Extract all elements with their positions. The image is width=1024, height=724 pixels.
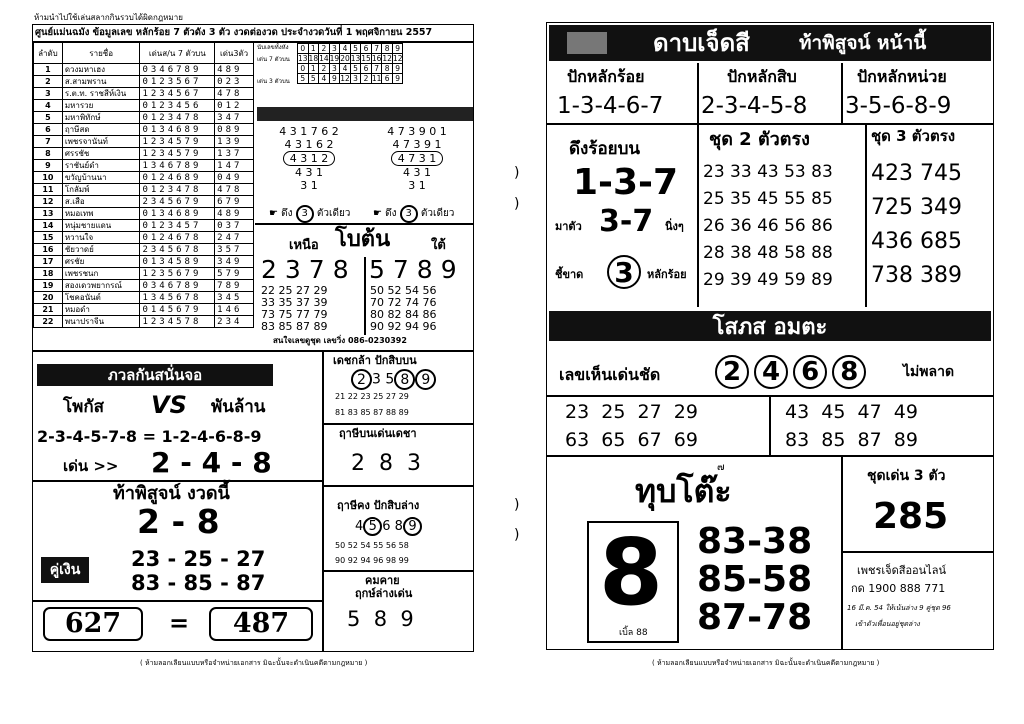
fix-label: ชี้ขาด	[555, 268, 584, 281]
grid-cell: 5	[350, 44, 361, 54]
pyramid-right: 4 7 3 9 0 1 4 7 3 9 1 4 7 3 1 4 3 1 3 1	[387, 125, 447, 192]
binding-mark: )	[514, 497, 520, 513]
cell-seven: 1234579	[140, 148, 215, 160]
grid-cell: 1	[308, 64, 319, 74]
table-row	[34, 184, 254, 196]
north-label: เหนือ	[289, 238, 319, 253]
grid-cell: 4	[340, 64, 351, 74]
table-row	[34, 280, 254, 292]
table-row	[34, 268, 254, 280]
cell-n: 10	[34, 172, 63, 184]
cell-three: 357	[215, 244, 254, 256]
cell-three: 234	[215, 316, 254, 328]
cell-three: 489	[215, 64, 254, 76]
table-row	[34, 124, 254, 136]
table-row	[34, 88, 254, 100]
proof-title: ท้าพิสูจน์ งวดนี้	[113, 483, 230, 504]
grid-cell: 2	[319, 64, 330, 74]
small-left: 22 25 27 29 33 35 37 39 73 75 77 79 83 85 87 89	[261, 284, 328, 333]
cell-name: เพชรชนก	[62, 268, 140, 280]
tens-line1: 50 52 54 55 56 58	[335, 541, 409, 550]
note2: เข้าตัวเพื่อนอยู่ชุดล่าง	[855, 620, 920, 628]
table-row	[34, 220, 254, 232]
grid-cell: 16	[371, 54, 382, 63]
col3-label: ปักหลักหน่วย	[857, 67, 947, 86]
cell-n: 1	[34, 64, 63, 76]
banner: โสภส อมตะ	[549, 311, 991, 341]
grid-cell: 7	[371, 64, 382, 74]
pull-title: ดึงร้อยบน	[569, 139, 641, 159]
grid-cell: 13	[350, 54, 361, 63]
table-row	[34, 244, 254, 256]
table-row	[34, 292, 254, 304]
low-title1: คมคาย	[365, 574, 400, 587]
cell-name: หมอเทพ	[62, 208, 140, 220]
grid-cell: 12	[382, 54, 392, 63]
pull-right: ☛ ดึง 3 ตัวเดียว	[373, 205, 454, 223]
cell-seven: 2345678	[140, 244, 215, 256]
cell-three: 139	[215, 136, 254, 148]
grid-cell: 6	[382, 74, 393, 84]
cell-three: 146	[215, 304, 254, 316]
vs-right: พันล้าน	[211, 397, 266, 417]
grid-cell: 7	[371, 44, 382, 54]
table-row	[34, 76, 254, 88]
table-row	[34, 304, 254, 316]
tens-title: ฤาษีคง ปักสิบล่าง	[337, 499, 420, 512]
cell-n: 4	[34, 100, 63, 112]
cell-seven: 0123567	[140, 76, 215, 88]
miss-label: ไม่พลาด	[903, 364, 955, 380]
table-row	[34, 232, 254, 244]
come-suffix: นิ่งๆ	[665, 220, 684, 233]
cell-seven: 0124678	[140, 232, 215, 244]
cell-n: 11	[34, 184, 63, 196]
grid-cell: 5	[350, 64, 361, 74]
cell-seven: 0346789	[140, 64, 215, 76]
cell-n: 2	[34, 76, 63, 88]
table-row	[34, 316, 254, 328]
table-row	[34, 160, 254, 172]
cell-seven: 2345679	[140, 196, 215, 208]
pairs-line2: 83 - 85 - 87	[131, 571, 266, 595]
cell-n: 14	[34, 220, 63, 232]
grid-cell: 3	[329, 44, 340, 54]
big-right-digits: 5789	[369, 255, 465, 284]
cell-seven: 1234567	[140, 88, 215, 100]
cell-n: 18	[34, 268, 63, 280]
table-row	[34, 148, 254, 160]
cell-n: 9	[34, 160, 63, 172]
grid-cell: 5	[298, 74, 309, 84]
top-title: ฤาษีบนเด่นเดชา	[339, 427, 417, 440]
cell-name: หนุ่มชายแดน	[62, 220, 140, 232]
cell-three: 478	[215, 184, 254, 196]
tub-pairs: 83-38 85-58 87-78	[697, 521, 813, 638]
cell-three: 347	[215, 112, 254, 124]
pyramid-left: 4 3 1 7 6 2 4 3 1 6 2 4 3 1 2 4 3 1 3 1	[279, 125, 339, 192]
low-digits: 5 8 9	[347, 607, 414, 631]
grid-cell: 8	[382, 64, 393, 74]
grid-cell: 13	[298, 54, 308, 63]
hermit-line2: 81 83 85 87 88 89	[335, 408, 409, 417]
table-row	[34, 172, 254, 184]
cell-seven: 0134689	[140, 124, 215, 136]
cell-seven: 0123457	[140, 220, 215, 232]
cell-seven: 0123456	[140, 100, 215, 112]
tens-digits: 4 5 6 8 9	[355, 517, 422, 536]
cell-n: 16	[34, 244, 63, 256]
set3-title: ชุด 3 ตัวตรง	[871, 127, 956, 145]
box-right: 487	[209, 607, 313, 641]
grid-cell: 11	[371, 74, 382, 83]
grid-cell: 4	[319, 74, 330, 84]
right-title-bar	[549, 25, 991, 61]
proof-digits: 2 - 8	[137, 502, 220, 541]
phone: กด 1900 888 771	[851, 582, 946, 595]
cell-three: 345	[215, 292, 254, 304]
grid-cell: 19	[329, 54, 340, 63]
right-page	[546, 22, 994, 650]
cell-name: ศรชัย	[62, 256, 140, 268]
grid-cell: 12	[340, 74, 350, 83]
cell-three: 089	[215, 124, 254, 136]
cell-seven: 1346789	[140, 160, 215, 172]
cell-n: 6	[34, 124, 63, 136]
col1-values: 1-3-4-6-7	[557, 93, 664, 119]
cell-three: 478	[215, 88, 254, 100]
cell-seven: 0124689	[140, 172, 215, 184]
cell-name: มหาพิทักษ์	[62, 112, 140, 124]
grid-cell: 20	[340, 54, 350, 63]
cell-three: 789	[215, 280, 254, 292]
bottom-title: โบต้น	[335, 227, 391, 252]
right-footer: ( ห้ามลอกเลียนแบบหรือจำหน่ายเอกสาร มิฉะนั้นจะดำเนินคดีตามกฎหมาย )	[652, 659, 880, 667]
col2-values: 2-3-4-5-8	[701, 93, 808, 119]
grid-left1: 23 25 27 29	[565, 401, 698, 423]
seen-digits: 2 4 6 8	[715, 355, 866, 389]
combo-title: ชุดเด่น 3 ตัว	[867, 468, 946, 484]
grid-cell: 12	[392, 54, 403, 63]
tub-digit: 8	[599, 519, 664, 626]
section-bar: ภวลกันสนั่นจอ	[37, 364, 273, 386]
hermit-digits: 2 3 5 8 9	[351, 369, 436, 390]
grid-right2: 83 85 87 89	[785, 429, 918, 451]
cell-seven: 0123478	[140, 112, 215, 124]
grid-divider-bar	[257, 107, 473, 121]
big-left-digits: 2378	[261, 255, 357, 284]
cell-name: หมอดำ	[62, 304, 140, 316]
table-row	[34, 256, 254, 268]
cell-n: 17	[34, 256, 63, 268]
top-digits: 2 8 3	[351, 451, 421, 476]
grid-left2: 63 65 67 69	[565, 429, 698, 451]
come-label: มาตัว	[555, 220, 582, 233]
table-row	[34, 64, 254, 76]
low-title2: ฤกษ์ล่างเด่น	[355, 587, 413, 600]
col3-values: 3-5-6-8-9	[845, 93, 952, 119]
cell-name: ศรรชัช	[62, 148, 140, 160]
grid-cell: 6	[361, 64, 372, 74]
grid-cell: 0	[298, 44, 309, 54]
cell-name: ส.สามพราน	[62, 76, 140, 88]
come-digits: 3-7	[599, 204, 654, 239]
cell-name: พนาปราจีน	[62, 316, 140, 328]
cell-three: 049	[215, 172, 254, 184]
cell-three: 147	[215, 160, 254, 172]
grid-cell: 9	[392, 74, 403, 84]
grid-cell: 2	[319, 44, 330, 54]
cell-n: 19	[34, 280, 63, 292]
hermit-line1: 21 22 23 25 27 29	[335, 392, 409, 401]
cell-three: 349	[215, 256, 254, 268]
vs-label: VS	[151, 391, 187, 419]
grid-cell: 2	[361, 74, 372, 84]
hermit-title: เดชกล้า ปักสิบบน	[333, 354, 417, 367]
logo-box	[567, 32, 607, 54]
grid-cell: 9	[329, 74, 340, 84]
cell-seven: 0134589	[140, 256, 215, 268]
key-label: เด่น >>	[63, 457, 119, 475]
cell-name: ชัยวาดย์	[62, 244, 140, 256]
cell-three: 012	[215, 100, 254, 112]
grid-cell: 15	[361, 54, 371, 63]
cell-seven: 0134689	[140, 208, 215, 220]
right-title: ดาบเจ็ดสี	[653, 29, 750, 57]
col-three: เด่น3ตัว	[215, 43, 254, 64]
tub-mark: ๗	[717, 462, 725, 473]
pointer-icon: ☛	[373, 208, 382, 219]
grid-cell: 0	[298, 64, 309, 74]
cell-n: 15	[34, 232, 63, 244]
cell-name: สองเดวพยากรณ์	[62, 280, 140, 292]
set2-list: 23 33 43 53 83 25 35 45 55 85 26 36 46 56 86 28 38 48 58 88 29 39 49 59 89	[703, 162, 833, 290]
cell-name: ร.ต.ท. ราชสีห์เงิน	[62, 88, 140, 100]
cell-name: ดวงมหาเฮง	[62, 64, 140, 76]
contact: สนใจเลขดูชุด เลขวิ่ง 086-0230392	[273, 336, 407, 345]
grid-cell: 8	[382, 44, 393, 54]
col-name: รายชื่อ	[62, 43, 140, 64]
grid-cell: 3	[329, 64, 340, 74]
table-row	[34, 136, 254, 148]
col2-label: ปักหลักสิบ	[727, 67, 797, 86]
table-row	[34, 100, 254, 112]
cell-n: 3	[34, 88, 63, 100]
cell-three: 579	[215, 268, 254, 280]
cell-seven: 0123478	[140, 184, 215, 196]
set2-title: ชุด 2 ตัวตรง	[709, 129, 810, 150]
right-subtitle: ท้าพิสูจน์ หน้านี้	[799, 32, 927, 54]
combo-value: 285	[873, 496, 949, 537]
fix-suffix: หลักร้อย	[647, 268, 687, 281]
table-row	[34, 196, 254, 208]
pull-digits: 1-3-7	[573, 162, 679, 203]
cell-name: ราชันย์ดำ	[62, 160, 140, 172]
note1: 16 มี.ค. 54 ให้เน้นล่าง 9 คู่ชุด 96	[847, 604, 951, 612]
cell-n: 13	[34, 208, 63, 220]
cell-n: 5	[34, 112, 63, 124]
cell-name: โกลัมพ์	[62, 184, 140, 196]
cell-name: ฤาษีสด	[62, 124, 140, 136]
cell-three: 037	[215, 220, 254, 232]
cell-name: ส.เสือ	[62, 196, 140, 208]
cell-n: 8	[34, 148, 63, 160]
grid-cell: 1	[308, 44, 319, 54]
cell-three: 247	[215, 232, 254, 244]
cell-name: มหารวย	[62, 100, 140, 112]
cell-seven: 0145679	[140, 304, 215, 316]
south-label: ใต้	[431, 238, 446, 253]
box-left: 627	[43, 607, 143, 641]
grid-right1: 43 45 47 49	[785, 401, 918, 423]
cell-three: 679	[215, 196, 254, 208]
binding-mark: )	[514, 196, 520, 212]
cell-three: 489	[215, 208, 254, 220]
cell-name: โชคอนันต์	[62, 292, 140, 304]
grid-cell: 4	[340, 44, 351, 54]
vs-numbers: 2-3-4-5-7-8 = 1-2-4-6-8-9	[37, 427, 262, 446]
col1-label: ปักหลักร้อย	[567, 67, 645, 86]
grid-cell: 5	[308, 74, 319, 84]
pair-label: คู่เงิน	[41, 557, 89, 583]
set3-list: 423 745 725 349 436 685 738 389	[871, 161, 962, 288]
cell-seven: 0346789	[140, 280, 215, 292]
fix-digit: 3	[607, 255, 641, 289]
online-label: เพชรเจ็ดสีออนไลน์	[857, 564, 946, 577]
left-footer: ( ห้ามลอกเลียนแบบหรือจำหน่ายเอกสาร มิฉะนั้นจะดำเนินคดีตามกฎหมาย )	[140, 659, 368, 667]
cell-three: 023	[215, 76, 254, 88]
cell-n: 20	[34, 292, 63, 304]
grid-cell: 9	[392, 64, 403, 74]
tens-line2: 90 92 94 96 98 99	[335, 556, 409, 565]
cell-n: 12	[34, 196, 63, 208]
grid-cell: 6	[361, 44, 372, 54]
cell-name: ขวัญบ้านนา	[62, 172, 140, 184]
cell-name: เพชรจานันท์	[62, 136, 140, 148]
tub-small: เบิ้ล 88	[619, 628, 648, 638]
left-page: ศูนย์แม่นฉมัง ข้อมูลเลข หลักร้อย 7 ตัวดัง 3 ตัว งวดต่องวด ประจำงวดวันที่ 1 พฤศจิกายน 2557 ลำดับ รายชื่อ เด่นส/น 7 ตัวบน เด่น3ตัว 1 ดวงมหาเฮง 0346789 489 2 ส.สามพราน 0123567 023 3 ร.ต.ท. ราชสีห์เงิน 1234567 478 4 มหารวย 0123456 012 5 มหาพิทักษ์ 0123478 347 6 ฤาษีสด 0134689 089 7 เพชรจานันท์ 1234579 139 8 ศรรชัช 1234579 137 9 ราชันย์ดำ 1346789 147 10 ขวัญบ้านนา 0124689 049 11 โกลัมพ์ 0123478 478 12 ส.เสือ 2345679 679 13 หมอเทพ 0134689 489 14 หนุ่มชายแดน 0123457 037 15 หวานใจ 0124678 247 16 ชัยวาดย์ 2345678 357 17 ศรชัย 0134589 349 18 เพชรชนก 1235679 579 19 สองเดวพยากรณ์ 0346789 789 20 โชคอนันต์ 1345678 345 21 หมอดำ 0145679 146 22 พนาปราจีน 1234578 234 นับเลขทั้งหัง เด่น 7 ตัวบน เด่น 3 ตัวบน 0 1 2 3 4 5 6 7 8 9 13 18 14 19 20 13 15 16 12 12 0 1 2 3 4 5 6 7 8 9 5 5 4 9 12 3 2 11 6 9 4 3 1 7 6 2 4 3 1 6 2 4 3 1 2 4 3 1 3 1 4 7 3 9 0 1 4 7 3 9 1 4 7 3 1 4 3 1 3 1 ☛ ดึง 3 ตัวเดียว ☛ ดึง 3 ตัวเดียว โบต้น เหนือ ใต้ 2378 5789 22 25 27 29 33 35 37 39 73 75 77 79 83 85 87 89 50 52 54 56 70 72 74 76 80 82 84 86 90 92 94 96 สนใจเลขดูชุด เลขวิ่ง 086-0230392 ภวลกันสนั่นจอ โพกัส VS พันล้าน 2-3-4-5-7-8 = 1-2-4-6-8-9 เด่น >> 2 - 4 - 8 ท้าพิสูจน์ งวดนี้ 2 - 8 คู่เงิน 23 - 25 - 27 83 - 85 - 87 627 = 487 เดชกล้า ปักสิบบน 2 3 5 8 9 21 22 23 25 27 29 81 83 85 87 88 89 ฤาษีบนเด่นเดชา 2 8 3 ฤาษีคง ปักสิบล่าง 4 5 6 8 9 50 52 54 55 56 58 90 92 94 96 98 99 คมคาย ฤกษ์ล่างเด่น 5 8 9	[32, 24, 474, 652]
seen-label: เลขเห็นเด่นชัด	[559, 365, 661, 384]
grid-cell: 18	[308, 54, 319, 63]
cell-seven: 1345678	[140, 292, 215, 304]
cell-name: หวานใจ	[62, 232, 140, 244]
grid-cell: 3	[350, 74, 361, 84]
vs-left: โพกัส	[63, 397, 105, 417]
binding-mark: )	[514, 527, 520, 543]
key-digits: 2 - 4 - 8	[151, 446, 272, 479]
grid-cell: 9	[392, 44, 403, 54]
grid-cell: 14	[319, 54, 329, 63]
pointer-icon: ☛	[269, 208, 278, 219]
cell-n: 22	[34, 316, 63, 328]
ranking-table	[33, 42, 254, 328]
binding-mark: )	[514, 165, 520, 181]
equals-sign: =	[169, 609, 190, 637]
col-order: ลำดับ	[34, 43, 63, 64]
small-right: 50 52 54 56 70 72 74 76 80 82 84 86 90 92 94 96	[370, 284, 437, 333]
tub-title: ทุบโต๊ะ	[635, 472, 732, 510]
cell-three: 137	[215, 148, 254, 160]
pull-left: ☛ ดึง 3 ตัวเดียว	[269, 205, 350, 223]
table-row	[34, 112, 254, 124]
tub-box	[587, 521, 679, 643]
cell-seven: 1234578	[140, 316, 215, 328]
table-row	[34, 208, 254, 220]
cell-seven: 1234579	[140, 136, 215, 148]
cell-n: 21	[34, 304, 63, 316]
cell-n: 7	[34, 136, 63, 148]
col-seven: เด่นส/น 7 ตัวบน	[140, 43, 215, 64]
top-note: ห้ามนำไปใช้เล่นสลากกินรวบได้ผิดกฎหมาย	[34, 13, 183, 22]
left-header: ศูนย์แม่นฉมัง ข้อมูลเลข หลักร้อย 7 ตัวดัง 3 ตัว งวดต่องวด ประจำงวดวันที่ 1 พฤศจิกายน 2557	[35, 27, 433, 38]
cell-seven: 1235679	[140, 268, 215, 280]
pairs-line1: 23 - 25 - 27	[131, 547, 266, 571]
